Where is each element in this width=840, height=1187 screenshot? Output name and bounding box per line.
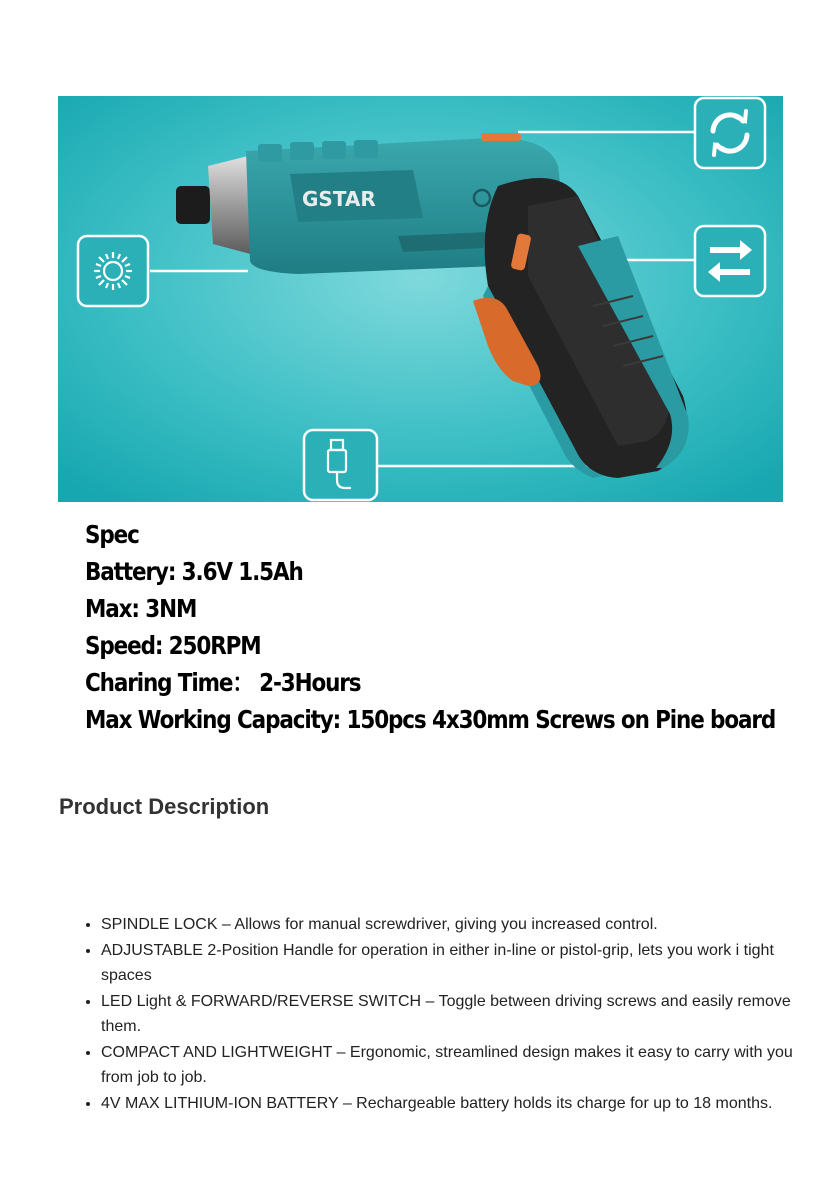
feature-item: • 4V MAX LITHIUM-ION BATTERY – Rechargeable battery holds its charge for up to 18 months. bbox=[101, 1091, 806, 1117]
spec-battery: Battery: 3.6V 1.5Ah bbox=[85, 557, 303, 586]
usb-callout bbox=[304, 430, 377, 500]
product-description-heading: Product Description bbox=[59, 794, 270, 819]
product-image bbox=[58, 96, 783, 502]
led-callout bbox=[78, 236, 148, 306]
brand-logo: GSTAR bbox=[302, 187, 376, 211]
spec-speed: Speed: 250RPM bbox=[85, 631, 261, 660]
rotate-callout bbox=[695, 98, 765, 168]
feature-item: • SPINDLE LOCK – Allows for manual screwdriver, giving you increased control. bbox=[101, 912, 806, 938]
feature-item: • LED Light & FORWARD/REVERSE SWITCH – Toggle between driving screws and easily remove them. bbox=[101, 989, 806, 1040]
spec-block bbox=[85, 516, 825, 738]
spec-working-capacity: Max Working Capacity: 150pcs 4x30mm Screws on Pine board bbox=[85, 705, 776, 734]
forward-reverse-callout bbox=[695, 226, 765, 296]
feature-item: • COMPACT AND LIGHTWEIGHT – Ergonomic, streamlined design makes it easy to carry with you from job to job. bbox=[101, 1040, 806, 1091]
spec-max-torque: Max: 3NM bbox=[85, 594, 197, 623]
feature-list bbox=[80, 912, 806, 1116]
spec-title: Spec bbox=[85, 520, 139, 549]
spec-charging-time: Charing Time： 2-3Hours bbox=[85, 668, 361, 697]
feature-item: • ADJUSTABLE 2-Position Handle for operation in either in-line or pistol-grip, lets you work i tight spaces bbox=[101, 938, 806, 989]
